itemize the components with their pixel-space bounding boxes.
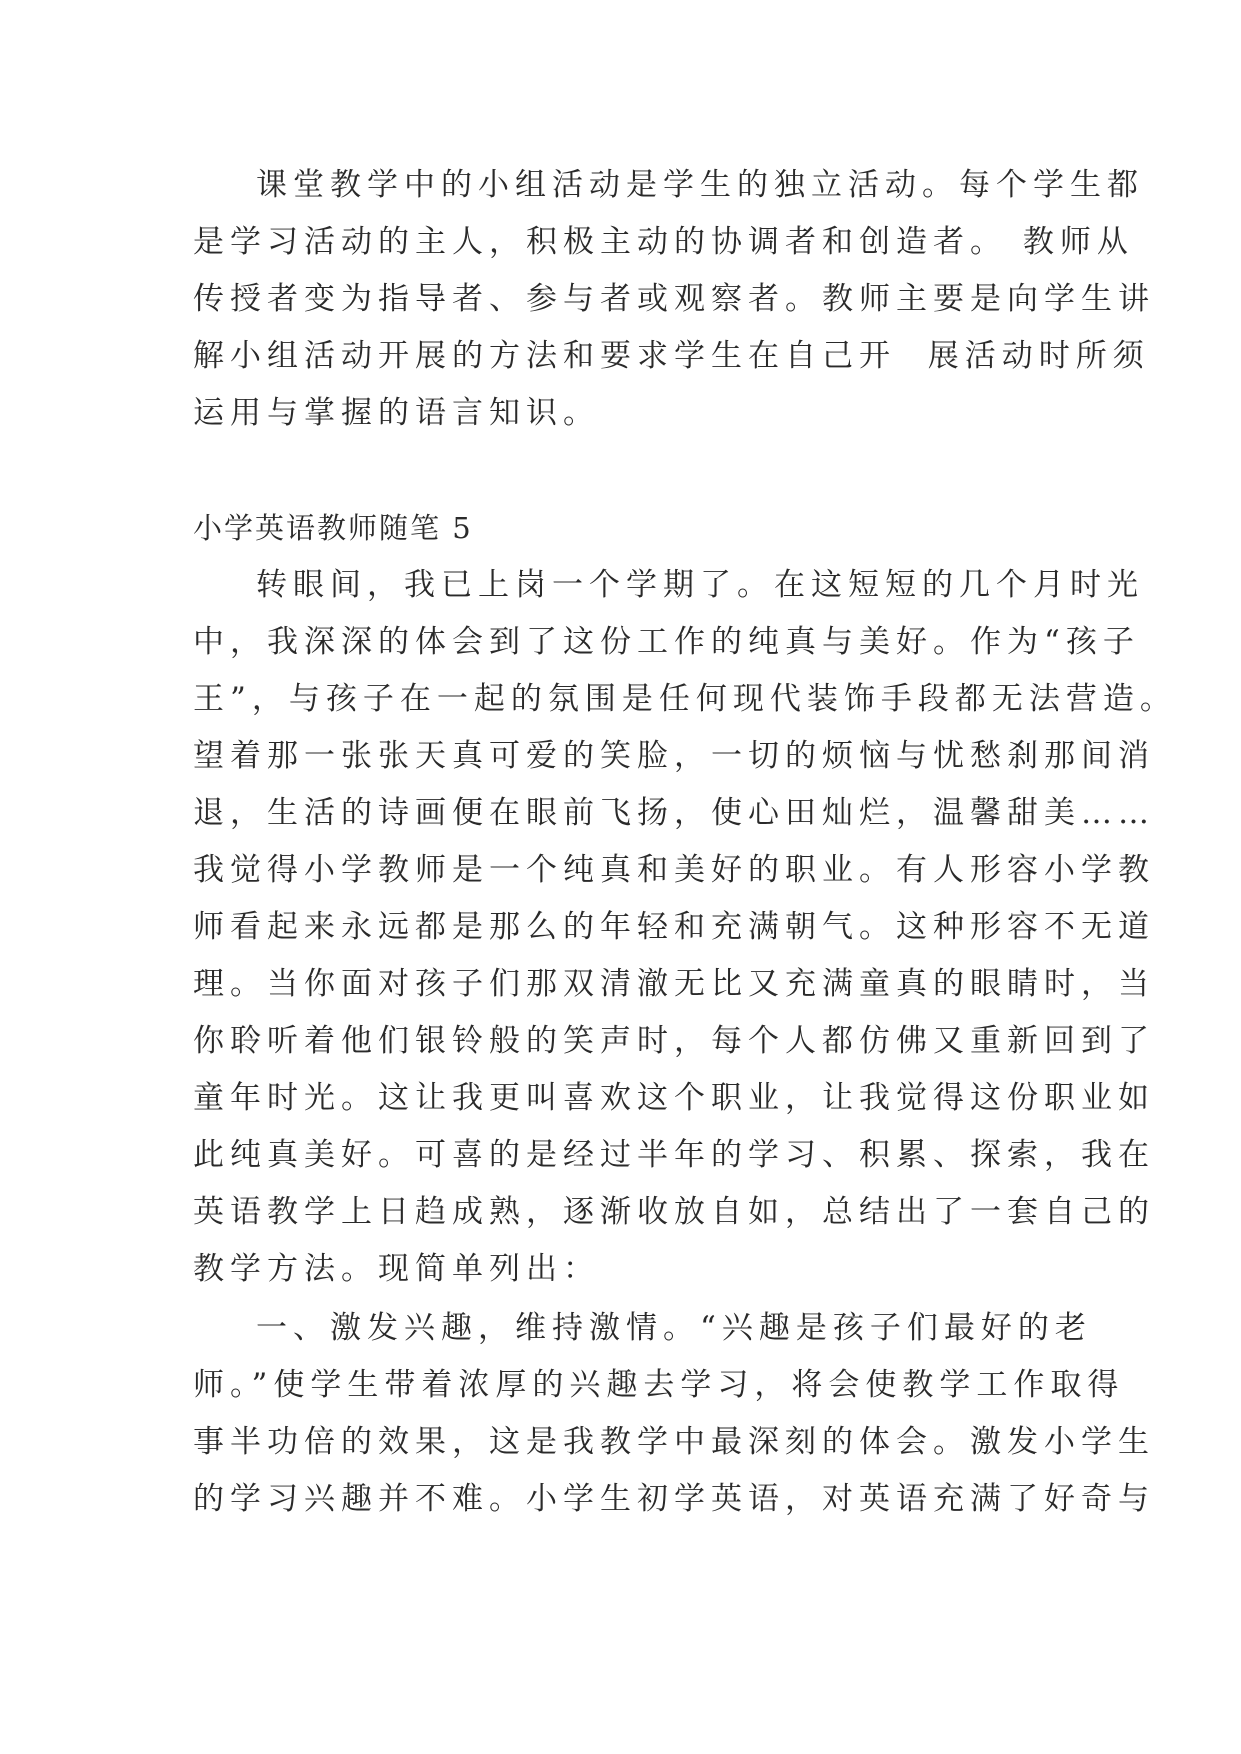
- paragraph-2-line-5: 退，生活的诗画便在眼前飞扬，使心田灿烂，温馨甜美……: [193, 795, 1155, 831]
- paragraph-3-line-3: 事半功倍的效果，这是我教学中最深刻的体会。激发小学生: [193, 1424, 1155, 1460]
- paragraph-1-line-3: 传授者变为指导者、参与者或观察者。教师主要是向学生讲: [193, 281, 1155, 317]
- paragraph-2-line-6: 我觉得小学教师是一个纯真和美好的职业。有人形容小学教: [193, 852, 1155, 888]
- paragraph-2-line-3: 王”，与孩子在一起的氛围是任何现代装饰手段都无法营造。: [193, 681, 1177, 717]
- paragraph-3-line-1: 一、激发兴趣，维持激情。“兴趣是孩子们最好的老: [256, 1310, 1092, 1346]
- paragraph-3-line-2: 师。”使学生带着浓厚的兴趣去学习，将会使教学工作取得: [193, 1367, 1125, 1403]
- paragraph-2-line-1: 转眼间，我已上岗一个学期了。在这短短的几个月时光: [256, 567, 1144, 603]
- paragraph-2-line-10: 童年时光。这让我更叫喜欢这个职业，让我觉得这份职业如: [193, 1080, 1155, 1116]
- section-title: 小学英语教师随笔 5: [193, 511, 473, 545]
- paragraph-1-line-4: 解小组活动开展的方法和要求学生在自己开 展活动时所须: [193, 338, 1150, 374]
- paragraph-1-line-1: 课堂教学中的小组活动是学生的独立活动。每个学生都: [256, 167, 1144, 203]
- paragraph-2-line-9: 你聆听着他们银铃般的笑声时，每个人都仿佛又重新回到了: [193, 1023, 1155, 1059]
- paragraph-2-line-7: 师看起来永远都是那么的年轻和充满朝气。这种形容不无道: [193, 909, 1155, 945]
- paragraph-2-line-4: 望着那一张张天真可爱的笑脸，一切的烦恼与忧愁刹那间消: [193, 738, 1155, 774]
- paragraph-1-line-5: 运用与掌握的语言知识。: [193, 395, 600, 431]
- paragraph-2-line-11: 此纯真美好。可喜的是经过半年的学习、积累、探索，我在: [193, 1137, 1155, 1173]
- paragraph-2-line-2: 中，我深深的体会到了这份工作的纯真与美好。作为“孩子: [193, 624, 1140, 660]
- paragraph-2-line-12: 英语教学上日趋成熟，逐渐收放自如，总结出了一套自己的: [193, 1194, 1155, 1230]
- paragraph-2-line-8: 理。当你面对孩子们那双清澈无比又充满童真的眼睛时，当: [193, 966, 1155, 1002]
- paragraph-1-line-2: 是学习活动的主人，积极主动的协调者和创造者。 教师从: [193, 224, 1134, 260]
- paragraph-2-line-13: 教学方法。现简单列出：: [193, 1251, 600, 1287]
- paragraph-3-line-4: 的学习兴趣并不难。小学生初学英语，对英语充满了好奇与: [193, 1481, 1155, 1517]
